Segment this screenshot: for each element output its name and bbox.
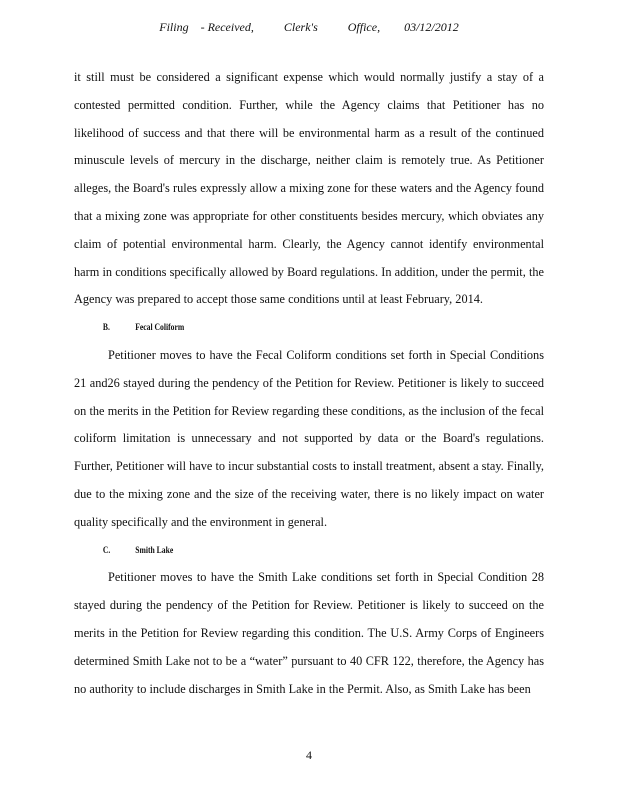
- section-heading-fecal-coliform: [74, 314, 474, 342]
- section-heading-smith-lake: [74, 537, 474, 565]
- section-letter-c: C.: [102, 544, 111, 555]
- paragraph-fecal-coliform: Petitioner moves to have the Fecal Coliform conditions set forth in Special Conditions 21 and26 stayed during the pendency of the Petition for Review. Petitioner is likely to succeed on the merits in the Petition for Review regarding these conditions, as the inclusion of the fecal coliform limitation is unnecessary and not supported by data or the Board's regulations. Further, Petitioner will have to incur substantial costs to install treatment, absent a stay. Finally, due to the mixing zone and the size of the receiving water, there is no likely impact on water quality specifically and the environment in general.: [74, 347, 544, 529]
- filing-header: Filing - Received, Clerk's Office, 03/12/2012: [159, 20, 459, 34]
- page-number: 4: [306, 748, 312, 762]
- paragraph-continued: it still must be considered a significant expense which would normally justify a stay of a contested permitted condition. Further, while the Agency claims that Petitioner has no likelihood of success and that there will be environmental harm as a result of the continued minuscule levels of mercury in the discharge, neither claim is remotely true. As Petitioner alleges, the Board's rules expressly allow a mixing zone for these waters and the Agency found that a mixing zone was appropriate for other constituents besides mercury, which obviates any claim of potential environmental harm. Clearly, the Agency cannot identify environmental harm in conditions specifically allowed by Board regulations. In addition, under the permit, the Agency was prepared to accept those same conditions until at least February, 2014.: [74, 70, 544, 307]
- section-letter-b: B.: [102, 322, 110, 333]
- paragraph-smith-lake: Petitioner moves to have the Smith Lake conditions set forth in Special Condition 28 stayed during the pendency of the Petition for Review. Petitioner is likely to succeed on the merits in the Petition for Review regarding this condition. The U.S. Army Corps of Engineers determined Smith Lake not to be a “water” pursuant to 40 CFR 122, therefore, the Agency has no authority to include discharges in Smith Lake in the Permit. Also, as Smith Lake has been: [74, 570, 544, 696]
- section-title-fecal-coliform: Fecal Coliform: [135, 322, 185, 333]
- document-body: [74, 64, 544, 703]
- section-title-smith-lake: Smith Lake: [135, 544, 174, 555]
